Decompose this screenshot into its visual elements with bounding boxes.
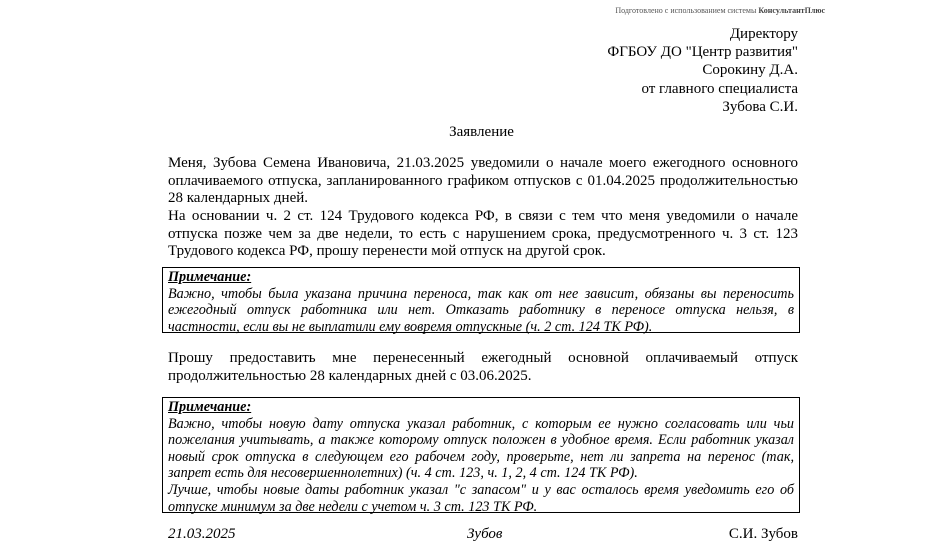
note-heading: Примечание:	[168, 269, 252, 285]
footer-full-name: С.И. Зубов	[728, 526, 798, 542]
addressee-line-sender-name: Зубова С.И.	[722, 98, 798, 115]
note-box-new-date	[162, 397, 800, 513]
addressee-line-from: от главного специалиста	[641, 80, 798, 97]
footer-signature: Зубов	[467, 526, 503, 542]
footer-date: 21.03.2025	[168, 526, 236, 542]
note-text-1: Важно, чтобы новую дату отпуска указал работник, с которым ее нужно согласовать или чьи пожелания учитывать, а также которому отпуск положен в удобное время. Если работник указал новый срок отпуска в следующем его рабочем году, проверьте, нет ли запрета на перенос (так, запрет есть для несовершеннолетних) (ч. 4 ст. 123, ч. 1, 2, 4 ст. 124 ТК РФ).	[168, 415, 794, 482]
addressee-line-position: Директору	[729, 26, 798, 42]
body-paragraph-request-postpone: На основании ч. 2 ст. 124 Трудового кодекса РФ, в связи с тем что меня уведомили о начале отпуска позже чем за две недели, то есть с нарушением срока, предусмотренного ч. 3 ст. 123 Трудового кодекса РФ, прошу перенести мой отпуск на другой срок.	[168, 208, 798, 260]
note-text: Важно, чтобы была указана причина переноса, так как от нее зависит, обязаны вы переносить ежегодный отпуск работника или нет. Отказать работнику в переносе отпуска нельзя, в частности, если вы не выплатили ему вовремя отпускные (ч. 2 ст. 124 ТК РФ).	[168, 285, 794, 335]
watermark-prefix: Подготовлено с использованием системы	[615, 6, 759, 15]
note-box-reason	[162, 267, 800, 333]
watermark-brand: КонсультантПлюс	[758, 6, 825, 15]
note-text-2: Лучше, чтобы новые даты работник указал "с запасом" и у вас осталось время уведомить его об отпуске минимум за две недели с учетом ч. 3 ст. 123 ТК РФ.	[168, 481, 794, 515]
addressee-line-organization: ФГБОУ ДО "Центр развития"	[607, 44, 798, 61]
addressee-line-director-name: Сорокину Д.А.	[702, 62, 798, 79]
note-heading: Примечание:	[168, 399, 252, 415]
body-paragraph-notification: Меня, Зубова Семена Ивановича, 21.03.2025 уведомили о начале моего ежегодного основного оплачиваемого отпуска, запланированного графиком отпусков с 01.04.2025 продолжительностью 28 календарных дней.	[168, 155, 798, 207]
document-title: Заявление	[449, 124, 514, 140]
body-paragraph-new-dates: Прошу предоставить мне перенесенный ежегодный основной оплачиваемый отпуск продолжительностью 28 календарных дней с 03.06.2025.	[168, 350, 798, 384]
consultant-plus-watermark	[615, 6, 825, 15]
addressee-block	[607, 25, 798, 116]
